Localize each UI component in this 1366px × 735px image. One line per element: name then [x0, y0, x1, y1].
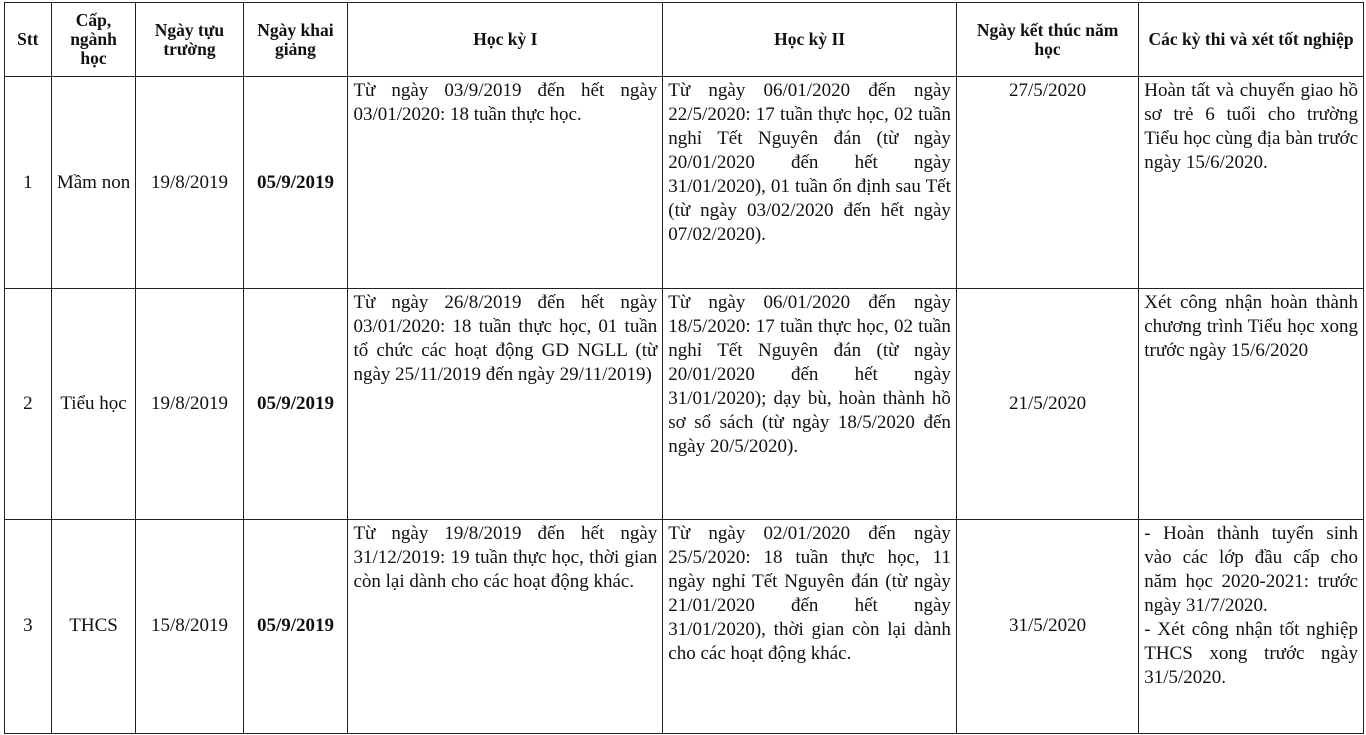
row-ky-thi — [1139, 289, 1364, 519]
row-khai-giang: 05/9/2019 — [243, 519, 348, 733]
row-cap: THCS — [51, 519, 136, 733]
row-ket-thuc: 31/5/2020 — [956, 519, 1138, 733]
row-tuu-truong: 19/8/2019 — [136, 289, 243, 519]
table-row — [5, 519, 1364, 733]
header-stt: Stt — [5, 3, 52, 77]
row-cap: Mầm non — [51, 77, 136, 289]
row-ket-thuc: 21/5/2020 — [956, 289, 1138, 519]
row-ky-thi — [1139, 77, 1364, 289]
row-stt: 2 — [5, 289, 52, 519]
header-ky-thi: Các kỳ thi và xét tốt nghiệp — [1139, 3, 1364, 77]
row-ket-thuc: 27/5/2020 — [956, 77, 1138, 289]
row-hoc-ky-2: Từ ngày 02/01/2020 đến ngày 25/5/2020: 18 tuần thực học, 11 ngày nghỉ Tết Nguyên đán (từ ngày 21/01/2020 đến hết ngày 31/01/2020), thời gian còn lại dành cho các hoạt động khác. — [663, 519, 957, 733]
school-year-schedule-table — [4, 2, 1364, 734]
table-row — [5, 289, 1364, 519]
header-row — [5, 3, 1364, 77]
row-cap: Tiểu học — [51, 289, 136, 519]
ky-thi-line: Hoàn tất và chuyển giao hồ sơ trẻ 6 tuổi cho trường Tiểu học cùng địa bàn trước ngày 15/6/2020. — [1144, 80, 1358, 173]
row-khai-giang: 05/9/2019 — [243, 77, 348, 289]
header-hoc-ky-2: Học kỳ II — [663, 3, 957, 77]
row-tuu-truong: 19/8/2019 — [136, 77, 243, 289]
row-hoc-ky-2: Từ ngày 06/01/2020 đến ngày 22/5/2020: 17 tuần thực học, 02 tuần nghỉ Tết Nguyên đán (từ ngày 20/01/2020 đến hết ngày 31/01/2020), 01 tuần ổn định sau Tết (từ ngày 03/02/2020 đến hết ngày 07/02/2020). — [663, 77, 957, 289]
header-ngay-khai-giang: Ngày khai giảng — [243, 3, 348, 77]
table-row — [5, 77, 1364, 289]
row-hoc-ky-2: Từ ngày 06/01/2020 đến ngày 18/5/2020: 17 tuần thực học, 02 tuần nghỉ Tết Nguyên đán (từ ngày 20/01/2020 đến hết ngày 31/01/2020); dạy bù, hoàn thành hồ sơ sổ sách (từ ngày 18/5/2020 đến ngày 20/5/2020). — [663, 289, 957, 519]
row-hoc-ky-1: Từ ngày 03/9/2019 đến hết ngày 03/01/2020: 18 tuần thực học. — [348, 77, 663, 289]
ky-thi-line: Xét công nhận hoàn thành chương trình Tiểu học xong trước ngày 15/6/2020 — [1144, 292, 1358, 362]
header-hoc-ky-1: Học kỳ I — [348, 3, 663, 77]
header-cap-nganh-hoc: Cấp, ngành học — [51, 3, 136, 77]
row-khai-giang: 05/9/2019 — [243, 289, 348, 519]
row-hoc-ky-1: Từ ngày 26/8/2019 đến hết ngày 03/01/2020: 18 tuần thực học, 01 tuần tổ chức các hoạt động GD NGLL (từ ngày 25/11/2019 đến ngày 29/11/2019) — [348, 289, 663, 519]
row-tuu-truong: 15/8/2019 — [136, 519, 243, 733]
row-stt: 3 — [5, 519, 52, 733]
header-ngay-ket-thuc: Ngày kết thúc năm học — [956, 3, 1138, 77]
row-hoc-ky-1: Từ ngày 19/8/2019 đến hết ngày 31/12/2019: 19 tuần thực học, thời gian còn lại dành cho các hoạt động khác. — [348, 519, 663, 733]
ky-thi-line: - Hoàn thành tuyển sinh vào các lớp đầu cấp cho năm học 2020-2021: trước ngày 31/7/2020. — [1144, 522, 1358, 616]
header-ngay-tuu-truong: Ngày tựu trường — [136, 3, 243, 77]
ky-thi-line: - Xét công nhận tốt nghiệp THCS xong trước ngày 31/5/2020. — [1144, 618, 1358, 688]
row-ky-thi — [1139, 519, 1364, 733]
row-stt: 1 — [5, 77, 52, 289]
